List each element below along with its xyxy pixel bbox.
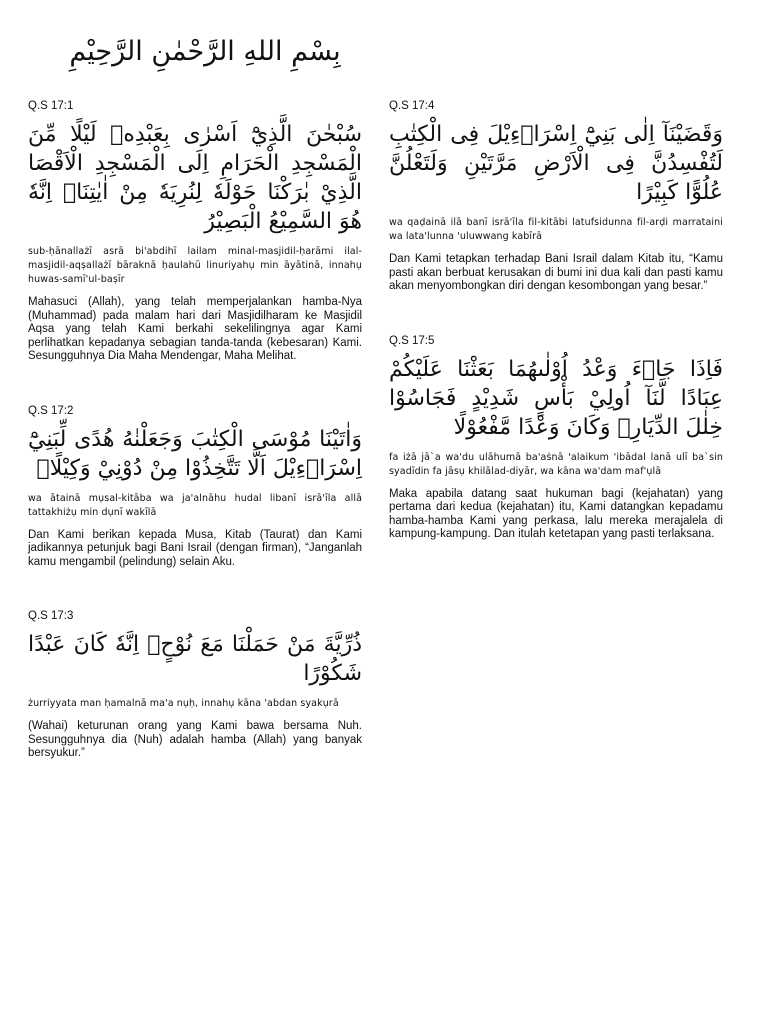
verse-transliteration: fa iżā jā`a wa'du ulāhumā ba'aṡnā 'alaikum 'ibādal lanā ulī ba`sin syadīdin fa jāsụ khilālad-diyār, wa kāna wa'dam maf'ụlā — [389, 451, 723, 477]
verse-block — [389, 334, 723, 542]
left-column — [28, 99, 362, 761]
verse-reference: Q.S 17:4 — [389, 100, 435, 112]
verse-reference: Q.S 17:5 — [389, 334, 435, 347]
verse-block — [28, 609, 362, 761]
verse-transliteration: sub-ḥānallażī asrā bi'abdihī lailam minal-masjidil-ḥarāmi ilal-masjidil-aqṣallażī bāraknā ḥaulahū linuriyahụ min āyātinā, innahụ huwas-samī'ul-baṣīr — [28, 246, 362, 285]
verse-transliteration: żurriyyata man ḥamalnā ma'a nụḥ, innahụ kāna 'abdan syakụrā — [28, 698, 339, 709]
verse-translation: (Wahai) keturunan orang yang Kami bawa bersama Nuh. Sesungguhnya dia (Nuh) adalah hamba (Allah) yang banyak bersyukur.” — [28, 720, 362, 759]
verse-block — [389, 99, 723, 294]
verse-transliteration: wa qaḍainā ilā banī isrā'īla fil-kitābi latufsidunna fil-arḍi marrataini wa lata'lunna 'uluwwang kabīrā — [389, 217, 723, 242]
verse-reference: Q.S 17:2 — [28, 404, 74, 417]
verse-block — [28, 404, 362, 570]
verse-reference: Q.S 17:3 — [28, 610, 74, 622]
verse-transliteration: wa ātainā mụsal-kitāba wa ja'alnāhu hudal libanī isrā'īla allā tattakhiżụ min dụnī wakīlā — [28, 492, 362, 518]
bismillah-heading: بِسْمِ اللهِ الرَّحْمٰنِ الرَّحِيْمِ — [69, 36, 341, 67]
verse-translation: Mahasuci (Allah), yang telah memperjalankan hamba-Nya (Muhammad) pada malam hari dari Masjidilharam ke Masjidil Aqsa yang telah Kami berkahi sekelilingnya agar Kami perlihatkan kepadanya sebagian tanda-tanda (kebesaran) Kami. Sesungguhnya Dia Maha Mendengar, Maha Melihat. — [28, 296, 362, 362]
verse-arabic: وَاٰتَيْنَا مُوْسَى الْكِتٰبَ وَجَعَلْنٰهُ هُدًى لِّبَنِيْٓ اِسْرَاۤءِيْلَ اَلَّا تَتَّخِذُوْا مِنْ دُوْنِيْ وَكِيْلًاۗ — [28, 426, 362, 481]
verse-arabic: ذُرِّيَّةَ مَنْ حَمَلْنَا مَعَ نُوْحٍۗ اِنَّهٗ كَانَ عَبْدًا شَكُوْرًا — [28, 632, 362, 686]
verse-translation: Dan Kami tetapkan terhadap Bani Israil dalam Kitab itu, “Kamu pasti akan berbuat kerusakan di bumi ini dua kali dan pasti kamu akan menyombongkan diri dengan kesombongan yang besar.” — [389, 253, 723, 292]
verse-translation: Dan Kami berikan kepada Musa, Kitab (Taurat) dan Kami jadikannya petunjuk bagi Bani Israil (dengan firman), “Janganlah kamu mengambil (pelindung) selain Aku. — [28, 528, 362, 568]
right-column — [389, 99, 723, 542]
verse-translation: Maka apabila datang saat hukuman bagi (kejahatan) yang pertama dari kedua (kejahatan) itu, Kami datangkan kepadamu hamba-hamba Kami yang perkasa, lalu mereka merajalela di kampung-kampung. Dan itulah ketetapan yang pasti terlaksana. — [389, 487, 723, 540]
verse-arabic: سُبْحٰنَ الَّذِيْٓ اَسْرٰى بِعَبْدِهٖ لَيْلًا مِّنَ الْمَسْجِدِ الْحَرَامِ اِلَى الْمَسْجِدِ الْاَقْصَا الَّذِيْ بٰرَكْنَا حَوْلَهٗ لِنُرِيَهٗ مِنْ اٰيٰتِنَاۗ اِنَّهٗ هُوَ السَّمِيْعُ الْبَصِيْرُ — [28, 122, 362, 234]
verse-reference: Q.S 17:1 — [28, 100, 74, 112]
verse-block — [28, 99, 362, 364]
verse-arabic: وَقَضَيْنَآ اِلٰى بَنِيْٓ اِسْرَاۤءِيْلَ فِى الْكِتٰبِ لَتُفْسِدُنَّ فِى الْاَرْضِ مَرَّتَيْنِ وَلَتَعْلُنَّ عُلُوًّا كَبِيْرًا — [389, 122, 723, 205]
verse-arabic: فَاِذَا جَاۤءَ وَعْدُ اُوْلٰىهُمَا بَعَثْنَا عَلَيْكُمْ عِبَادًا لَّنَآ اُولِيْ بَأْسٍ شَدِيْدٍ فَجَاسُوْا خِلٰلَ الدِّيَارِۗ وَكَانَ وَعْدًا مَّفْعُوْلًا — [389, 356, 723, 440]
